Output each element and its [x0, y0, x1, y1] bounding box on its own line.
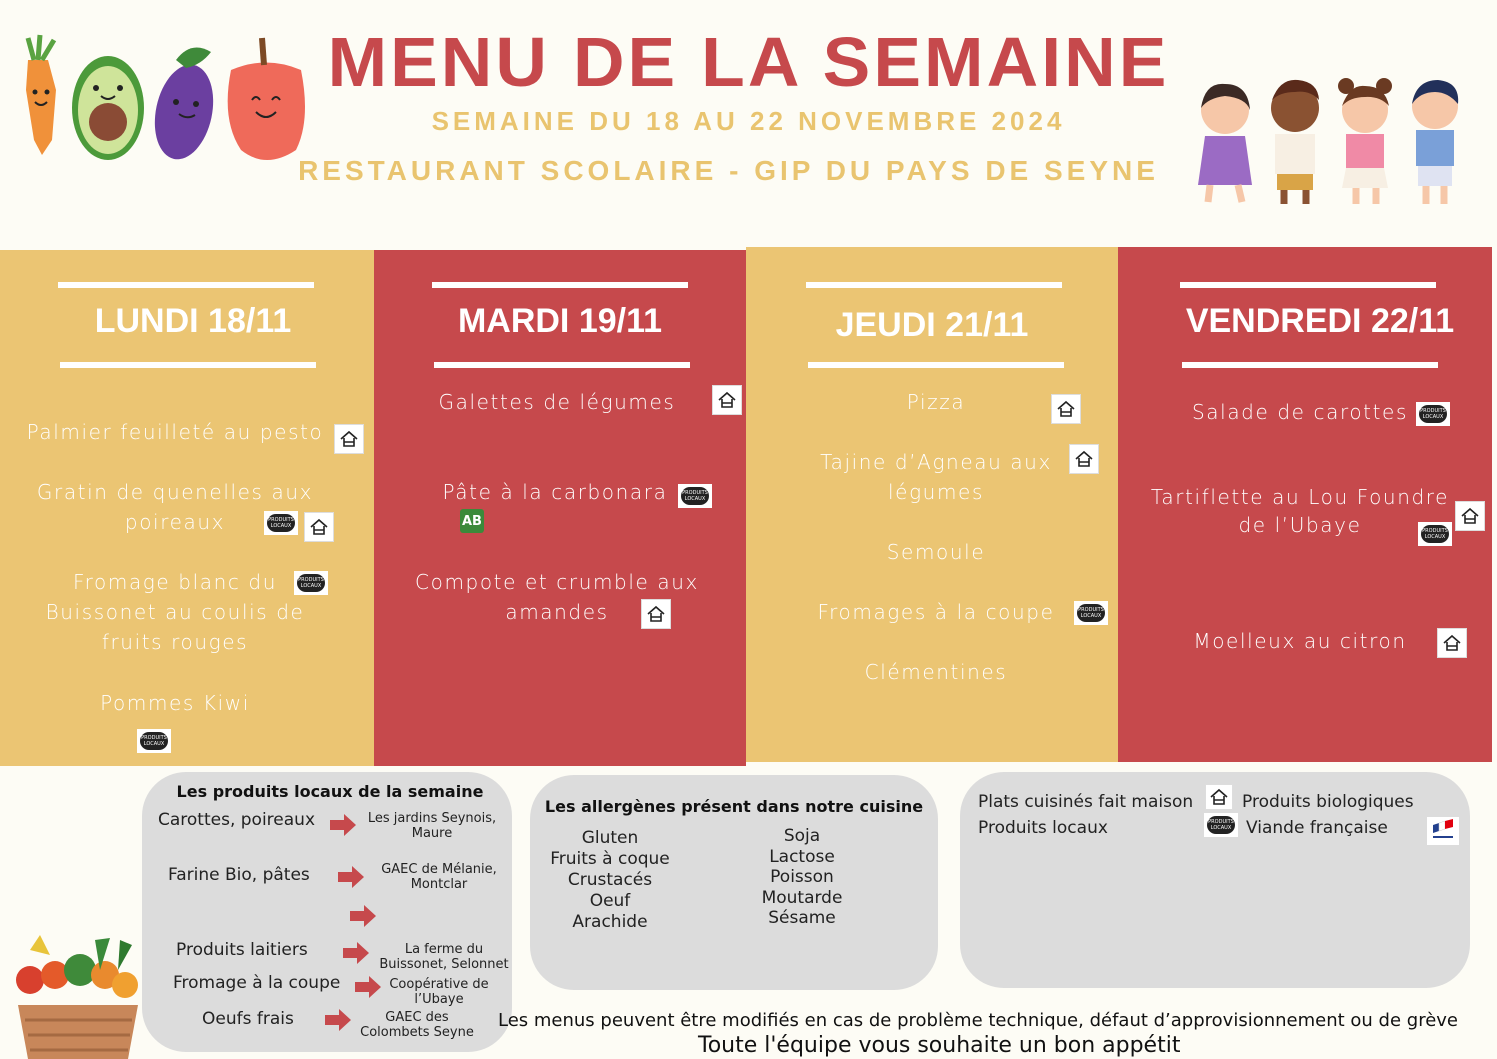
- menu-item: Pizza: [906, 390, 966, 414]
- legend-bio: Produits biologiques: [1242, 792, 1414, 812]
- menu-item: Fromage blanc du Buissonet au coulis de fruits rouges: [45, 570, 305, 654]
- local-product-name: Fromage à la coupe: [173, 973, 341, 993]
- house-icon: [712, 385, 742, 415]
- vegetable-basket-illustration: [0, 930, 150, 1059]
- menu-item: Pommes Kiwi: [100, 691, 250, 715]
- local-product-name: Oeufs frais: [202, 1009, 294, 1029]
- house-icon: [1051, 394, 1081, 424]
- house-icon: [641, 599, 671, 629]
- avocado-icon: [72, 56, 144, 160]
- local-product-icon: PRODUITS LOCAUX: [1074, 601, 1108, 625]
- arrow-right-icon: [338, 866, 364, 888]
- local-product-icon: PRODUITS LOCAUX: [678, 484, 712, 508]
- house-icon: [1455, 501, 1485, 531]
- menu-item: Galettes de légumes: [438, 390, 676, 414]
- local-product-icon: PRODUITS LOCAUX: [1204, 813, 1238, 837]
- menu-item: Pâte à la carbonara: [442, 480, 668, 504]
- menu-item: Tartiflette au Lou Foundre de l’Ubaye: [1150, 485, 1450, 537]
- legend-french-meat: Viande française: [1246, 818, 1388, 838]
- child-girl-2-icon: [1338, 78, 1392, 204]
- house-icon: [1437, 628, 1467, 658]
- house-icon: [1205, 784, 1233, 810]
- disclaimer-text: Les menus peuvent être modifiés en cas de problème technique, défaut d’approvisionnement ou de grève: [498, 1010, 1459, 1031]
- rule-top-jeudi: [806, 282, 1062, 288]
- allergen: Lactose: [769, 846, 835, 867]
- menu-item: Moelleux au citron: [1193, 629, 1407, 653]
- menu-item: Palmier feuilleté au pesto: [26, 420, 324, 444]
- allergen-list-left: [540, 828, 680, 933]
- allergens-title: Les allergènes présent dans notre cuisine: [544, 797, 924, 816]
- allergen: Gluten: [581, 828, 639, 848]
- vegetables-illustration: [6, 30, 311, 165]
- carrot-icon: [26, 35, 56, 155]
- rule-bottom-mardi: [434, 362, 690, 368]
- eggplant-icon: [147, 48, 222, 165]
- allergen: Fruits à coque: [550, 849, 670, 869]
- week-subtitle: SEMAINE DU 18 AU 22 NOVEMBRE 2024: [431, 106, 1066, 136]
- children-illustration: [1180, 70, 1480, 210]
- legend-local: Produits locaux: [978, 818, 1108, 838]
- pepper-icon: [228, 38, 305, 160]
- rule-top-mardi: [432, 282, 688, 288]
- menu-item: Clémentines: [864, 660, 1008, 684]
- rule-bottom-lundi: [60, 362, 316, 368]
- day-label-jeudi: JEUDI 21/11: [835, 306, 1029, 344]
- restaurant-subtitle: RESTAURANT SCOLAIRE - GIP DU PAYS DE SEYNE: [298, 155, 1159, 186]
- french-meat-icon: [1427, 817, 1459, 845]
- allergen: Moutarde: [761, 887, 843, 908]
- rule-bottom-jeudi: [808, 362, 1064, 368]
- allergen: Crustacés: [567, 870, 653, 890]
- local-product-name: Farine Bio, pâtes: [168, 865, 310, 885]
- local-producer: La ferme du Buissonet, Selonnet: [379, 942, 509, 972]
- arrow-right-icon: [350, 905, 376, 927]
- local-producer: GAEC de Mélanie, Montclar: [381, 862, 497, 892]
- house-icon: [334, 424, 364, 454]
- greeting-text: Toute l'équipe vous souhaite un bon appétit: [698, 1033, 1181, 1058]
- arrow-right-icon: [343, 942, 369, 964]
- menu-item: Salade de carottes: [1192, 400, 1408, 424]
- local-product-icon: PRODUITS LOCAUX: [264, 511, 298, 535]
- menu-item: Semoule: [886, 540, 986, 564]
- arrow-right-icon: [325, 1009, 351, 1031]
- rule-top-lundi: [58, 282, 314, 288]
- local-product-icon: PRODUITS LOCAUX: [294, 571, 328, 595]
- rule-top-vendredi: [1180, 282, 1436, 288]
- child-boy-2-icon: [1412, 80, 1458, 204]
- local-producer: Les jardins Seynois, Maure: [367, 811, 497, 841]
- allergen: Sésame: [768, 908, 836, 928]
- menu-item: Compote et crumble aux amandes: [415, 570, 699, 624]
- allergen: Oeuf: [589, 891, 631, 911]
- child-boy-icon: [1271, 80, 1319, 204]
- arrow-right-icon: [355, 976, 381, 998]
- child-girl-icon: [1198, 84, 1252, 202]
- day-label-mardi: MARDI 19/11: [457, 302, 663, 340]
- day-label-vendredi: VENDREDI 22/11: [1185, 302, 1455, 340]
- local-product-name: Carottes, poireaux: [158, 810, 316, 830]
- allergen: Soja: [783, 826, 821, 846]
- legend-homemade: Plats cuisinés fait maison: [978, 792, 1194, 812]
- arrow-right-icon: [330, 814, 356, 836]
- local-product-icon: PRODUITS LOCAUX: [1416, 402, 1450, 426]
- menu-item: Fromages à la coupe: [817, 600, 1055, 624]
- menu-item: Tajine d’Agneau aux légumes: [820, 450, 1052, 504]
- bio-icon: AB: [460, 509, 484, 533]
- day-label-lundi: LUNDI 18/11: [94, 302, 292, 340]
- local-product-icon: PRODUITS LOCAUX: [137, 729, 171, 753]
- rule-bottom-vendredi: [1182, 362, 1438, 368]
- house-icon: [1069, 444, 1099, 474]
- menu-item: Gratin de quenelles aux poireaux: [36, 480, 314, 534]
- local-product-name: Produits laitiers: [176, 940, 308, 960]
- local-product-icon: PRODUITS LOCAUX: [1418, 522, 1452, 546]
- local-products-title: Les produits locaux de la semaine: [176, 782, 484, 801]
- local-producer: GAEC des Colombets Seyne: [360, 1010, 474, 1040]
- allergen: Arachide: [572, 912, 648, 932]
- allergen: Poisson: [770, 867, 834, 887]
- allergen-list-right: [742, 826, 862, 929]
- page-title: MENU DE LA SEMAINE: [327, 23, 1170, 101]
- local-producer: Coopérative de l’Ubaye: [389, 977, 489, 1007]
- house-icon: [304, 512, 334, 542]
